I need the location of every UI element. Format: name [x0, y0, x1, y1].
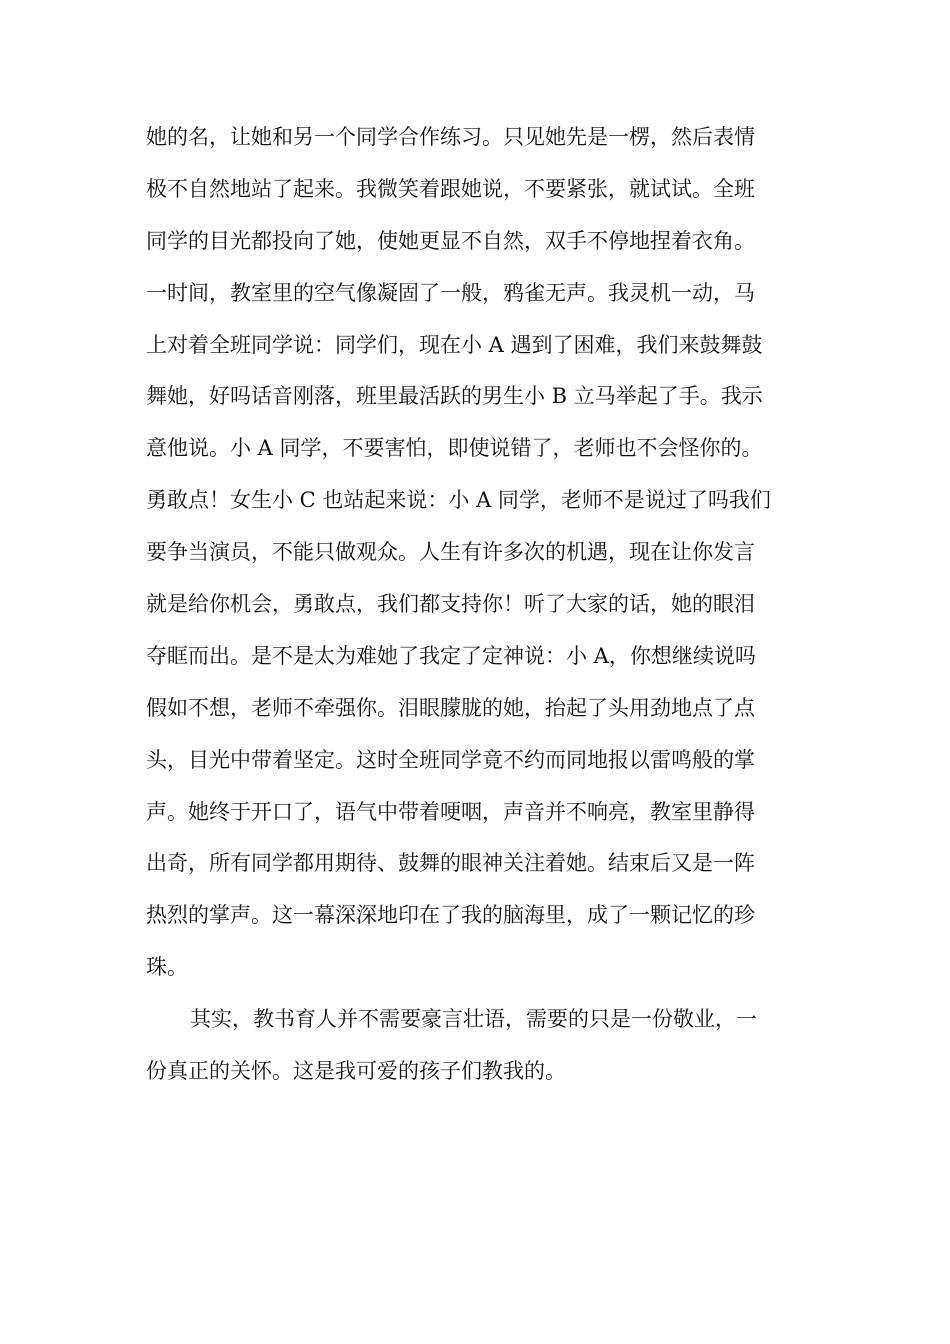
text-line: 勇敢点！女生小 C 也站起来说：小 A 同学，老师不是说过了吗我们: [146, 488, 771, 513]
text-line: 舞她，好吗话音刚落，班里最活跃的男生小 B 立马举起了手。我示: [146, 384, 763, 409]
text-line: 就是给你机会，勇敢点，我们都支持你！听了大家的话，她的眼泪: [146, 592, 755, 617]
text-line: 假如不想，老师不牵强你。泪眼朦胧的她，抬起了头用劲地点了点: [146, 695, 755, 720]
text-line: 意他说。小 A 同学，不要害怕，即使说错了，老师也不会怪你的。: [146, 436, 763, 461]
paragraph-2: [146, 1000, 806, 1104]
text-line: 珠。: [146, 955, 188, 980]
text-line: 一时间，教室里的空气像凝固了一般，鸦雀无声。我灵机一动，马: [146, 280, 755, 305]
paragraph-1: [146, 118, 806, 1000]
text-line: 出奇，所有同学都用期待、鼓舞的眼神关注着她。结束后又是一阵: [146, 851, 755, 876]
document-body: [146, 118, 806, 1104]
text-line: 其实，教书育人并不需要豪言壮语，需要的只是一份敬业，一: [190, 1007, 757, 1032]
text-line: 上对着全班同学说：同学们，现在小 A 遇到了困难，我们来鼓舞鼓: [146, 332, 763, 357]
text-line: 要争当演员，不能只做观众。人生有许多次的机遇，现在让你发言: [146, 540, 755, 565]
text-line: 热烈的掌声。这一幕深深地印在了我的脑海里，成了一颗记忆的珍: [146, 903, 755, 928]
text-line: 同学的目光都投向了她，使她更显不自然，双手不停地捏着衣角。: [146, 228, 755, 253]
text-line: 头，目光中带着坚定。这时全班同学竟不约而同地报以雷鸣般的掌: [146, 747, 755, 772]
text-line: 份真正的关怀。这是我可爱的孩子们教我的。: [146, 1059, 566, 1084]
text-line: 她的名，让她和另一个同学合作练习。只见她先是一楞，然后表情: [146, 125, 755, 149]
text-line: 极不自然地站了起来。我微笑着跟她说，不要紧张，就试试。全班: [146, 176, 755, 201]
text-line: 声。她终于开口了，语气中带着哽咽，声音并不响亮，教室里静得: [146, 799, 755, 824]
text-line: 夺眶而出。是不是太为难她了我定了定神说：小 A，你想继续说吗: [146, 643, 756, 668]
